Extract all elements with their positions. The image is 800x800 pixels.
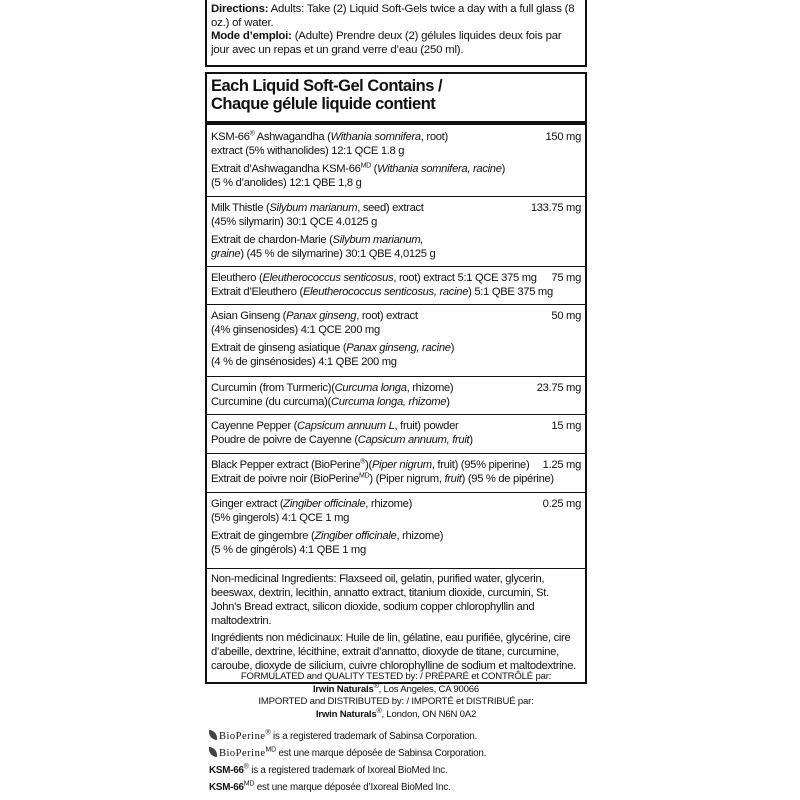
non-medicinal-ingredients: Non-medicinal Ingredients: Flaxseed oil, gelatin, purified water, glycerin, beeswax, dextrin, lecithin, annatto extract, titanium dioxide, curcumin, St. John’s Bread extract, silicon dioxide, sodium copper chlorophyllin and maltodextrin. Ingrédients non médicinaux: Huile de lin, gélatine, eau purifiée, glycérine, cire d’abeille, dextrine, lécithine, extrait d’annatto, dioxyde de titane, curcumine, caroube, dioxyde de silicium, cuivre chlorophylline de sodium et maltodextrine. [211,573,576,672]
ingredient-curcumin: 23.75 mg Curcumin (from Turmeric)(Curcuma longa, rhizome) Curcumine (du curcuma)(Curcuma longa, rhizome) [211,382,581,408]
supplement-label [205,0,587,800]
row-divider [207,492,585,493]
row-divider [207,453,585,454]
trademark-bioperine-en: BioPerine® is a registered trademark of Sabinsa Corporation. [209,730,477,743]
row-divider [207,568,585,569]
ingredient-ginger: 0.25 mg Ginger extract (Zingiber officinale, rhizome) (5% gingerols) 4:1 QCE 1 mg Extrait de gingembre (Zingiber officinale, rhizome) (5 % de gingérols) 4:1 QBE 1 mg [211,498,581,556]
header-rule [207,121,585,125]
supplement-facts-box [205,72,587,684]
ingredient-ashwagandha: 150 mg KSM-66® Ashwagandha (Withania somnifera, root) extract (5% withanolides) 12:1 QCE 1.8 g Extrait d’Ashwagandha KSM-$66^{MD}$ (Withania somnifera, racine) (5 % d’anolides) 12:1 QBE 1,8 g [211,130,581,189]
ingredient-milk-thistle: 133.75 mg Milk Thistle (Silybum marianum, seed) extract (45% silymarin) 30:1 QCE 4.0125 g Extrait de chardon-Marie (Silybum marianum, graine) (45 % de silymarine) 30:1 QBE 4,0125 g [211,202,581,260]
ingredient-black-pepper: 1.25 mg Black Pepper extract (BioPerine®)(Piper nigrum, fruit) (95% piperine) Extrait de poivre noir (BioPerine$^{MD}$) (Piper nigrum, fruit) (95 % de pipérine) [211,458,581,485]
directions-box [205,0,587,67]
ingredient-asian-ginseng: 50 mg Asian Ginseng (Panax ginseng, root) extract (4% ginsenosides) 4:1 QCE 200 mg Extrait de ginseng asiatique (Panax ginseng, racine) (4 % de ginsénosides) 4:1 QBE 200 mg [211,310,581,368]
row-divider [207,414,585,415]
row-divider [207,266,585,267]
trademark-ksm66-en: KSM-66® is a registered trademark of Ixoreal BioMed Inc. [209,763,448,776]
facts-header: Each Liquid Soft-Gel Contains / Chaque gélule liquide contient [211,77,443,113]
row-divider [207,376,585,377]
row-divider [207,304,585,305]
leaf-icon [209,747,217,757]
ingredient-eleuthero: 75 mg Eleuthero (Eleutherococcus senticosus, root) extract 5:1 QCE 375 mg Extrait d’Eleuthero (Eleutherococcus senticosus, racine) 5:1 QBE 375 mg [211,272,581,298]
ingredient-cayenne: 15 mg Cayenne Pepper (Capsicum annuum L, fruit) powder Poudre de poivre de Cayenne (Capsicum annuum, fruit) [211,420,581,446]
trademark-bioperine-fr: BioPerine$^{MD}$ est une marque déposée de Sabinsa Corporation. [209,747,486,760]
directions-fr: Mode d’emploi: (Adulte) Prendre deux (2) gélules liquides deux fois par jour avec un repas et un grand verre d’eau (250 ml). [211,30,562,56]
directions-en: Directions: Adults: Take (2) Liquid Soft-Gels twice a day with a full glass (8 oz.) of water. [211,3,575,29]
row-divider [207,196,585,197]
trademark-ksm66-fr: KSM-$66^{MD}$ est une marque déposée d’Ixoreal BioMed Inc. [209,780,451,793]
manufacturer-credits: FORMULATED and QUALITY TESTED by: / PRÉPARÉ et CONTRÔLÉ par: Irwin Naturals®, Los Angeles, CA 90066 IMPORTED and DISTRIBUTED by: / IMPORTÉ et DISTRIBUÉ par: Irwin Naturals®, London, ON N6N 0A2 [240,671,552,720]
leaf-icon [209,730,217,740]
